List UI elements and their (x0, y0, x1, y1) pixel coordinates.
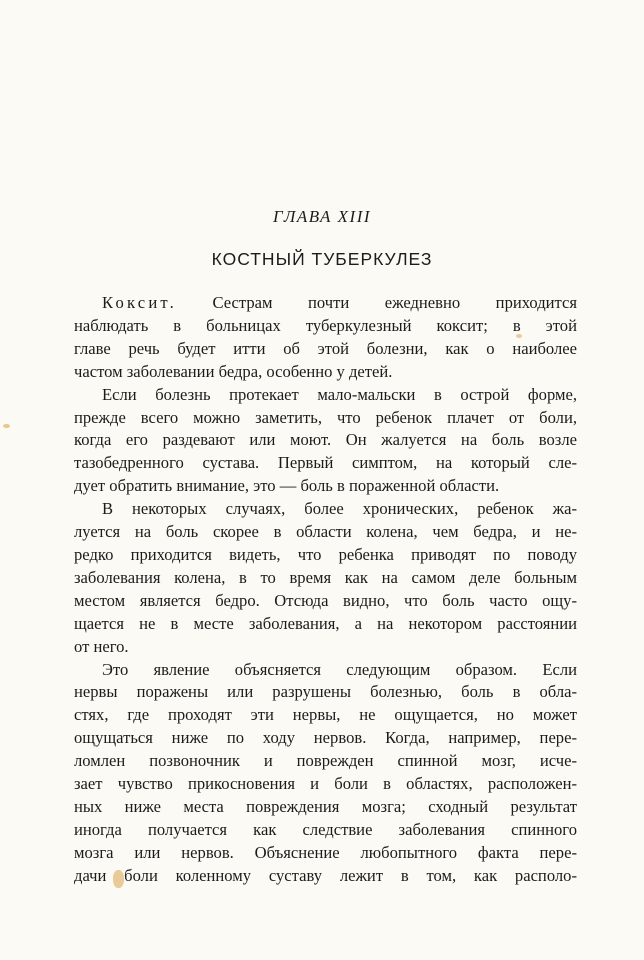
paragraph (74, 659, 577, 888)
text-line: луется на боль скорее в области колена, чем бедра, и не- (74, 522, 577, 542)
text-line: дачи боли коленному суставу лежит в том, как располо- (74, 865, 577, 885)
chapter-number: ГЛАВА XIII (272, 207, 372, 226)
text-line: стях, где проходят эти нервы, не ощущается, но может (74, 705, 577, 725)
text-line: частом заболевании бедра, особенно у детей. (74, 361, 393, 381)
text-line: В некоторых случаях, более хронических, ребенок жа- (102, 499, 577, 519)
text-line: когда его раздевают или моют. Он жалуется на боль возле (74, 430, 577, 450)
paragraph (74, 384, 577, 499)
text-line: иногда получается как следствие заболевания спинного (74, 819, 577, 839)
text-line: прежде всего можно заметить, что ребенок плачет от боли, (74, 407, 577, 427)
text-line: зает чувство прикосновения и боли в областях, расположен- (74, 774, 577, 794)
lead-word: Коксит. (102, 293, 177, 312)
text-line: заболевания колена, в то время как на самом деле больным (74, 567, 577, 587)
paragraph (74, 498, 577, 658)
text-line: ощущаться ниже по ходу нервов. Когда, например, пере- (74, 728, 577, 748)
text-line: ломлен позвоночник и поврежден спинной мозг, исче- (74, 751, 577, 771)
text-line: от него. (74, 636, 129, 656)
text-line: главе речь будет итти об этой болезни, как о наиболее (74, 338, 577, 358)
chapter-title: КОСТНЫЙ ТУБЕРКУЛЕЗ (211, 249, 433, 269)
text-line: Коксит. Сестрам почти ежедневно приходится (102, 293, 577, 312)
text-line: щается не в месте заболевания, а на некотором расстоянии (74, 613, 577, 633)
text-line: наблюдать в больницах туберкулезный коксит; в этой (74, 315, 577, 335)
text-line: ных ниже места повреждения мозга; сходный результат (74, 796, 577, 816)
text-line: нервы поражены или разрушены болезнью, боль в обла- (74, 682, 577, 702)
paragraph (74, 292, 577, 384)
text-line: мозга или нервов. Объяснение любопытного факта пере- (74, 842, 577, 862)
text-line: редко приходится видеть, что ребенка приводят по поводу (74, 544, 577, 564)
text-line: Если болезнь протекает мало-мальски в острой форме, (102, 384, 577, 404)
text-line: местом является бедро. Отсюда видно, что боль часто ощу- (74, 590, 577, 610)
body-text (74, 292, 577, 888)
text-line: Это явление объясняется следующим образом. Если (102, 659, 577, 679)
text-line: тазобедренного сустава. Первый симптом, на который сле- (74, 453, 577, 473)
paper-stain (3, 424, 10, 428)
text-line: дует обратить внимание, это — боль в пораженной области. (74, 476, 500, 496)
